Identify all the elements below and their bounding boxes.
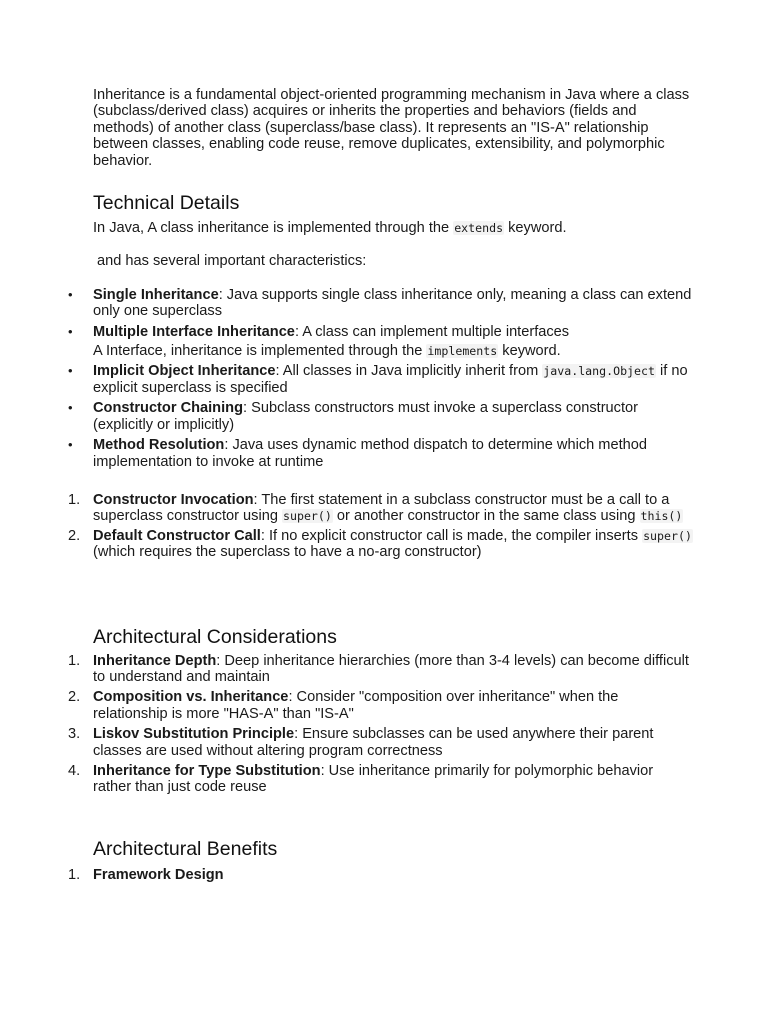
architectural-benefits-heading: Architectural Benefits <box>93 837 278 860</box>
technical-paragraph <box>93 220 693 236</box>
list-item-number: 2. <box>68 689 81 706</box>
list-item-framework-design <box>68 866 693 883</box>
list-item-single-inheritance <box>93 287 693 320</box>
interface-note <box>93 343 693 359</box>
list-item-term: Framework Design <box>93 866 224 883</box>
list-item-text: : Java uses dynamic method dispatch to determine which method implementation to invoke at runtime <box>93 437 647 470</box>
interface-note-text: A Interface, inheritance is implemented through the <box>93 343 427 360</box>
list-item-inheritance-depth <box>68 652 693 686</box>
list-item-number: 1. <box>68 491 81 508</box>
characteristics-list <box>93 287 693 470</box>
list-item-text-end: if no explicit superclass is specified <box>93 363 688 396</box>
java-lang-object-code: java.lang.Object <box>543 364 655 379</box>
architectural-benefits-list <box>68 866 693 883</box>
list-item-multiple-interface-inheritance <box>93 324 693 340</box>
list-item-text: : Use inheritance primarily for polymorphic behavior rather than just code reuse <box>93 762 654 796</box>
list-item-term: Multiple Interface Inheritance <box>93 323 295 340</box>
this-code: this() <box>640 509 683 524</box>
list-item-default-constructor-call <box>68 527 693 561</box>
architectural-considerations-heading: Architectural Considerations <box>93 625 337 648</box>
architectural-considerations-list <box>68 652 693 796</box>
intro-paragraph: Inheritance is a fundamental object-oriented programming mechanism in Java where a class (subclass/derived class) acquires or inherits the properties and behaviors (fields and methods) of another class (superclass/base class). It represents an "IS-A" relationship between classes, enabling code reuse, remove duplicates, extensibility, and polymorphic behavior. <box>93 87 690 169</box>
list-item-text: (which requires the superclass to have a no-arg constructor) <box>93 544 482 561</box>
list-item-text: : If no explicit constructor call is made, the compiler inserts <box>260 527 643 544</box>
list-item-constructor-chaining <box>93 400 693 433</box>
list-item-term: Composition vs. Inheritance <box>93 689 289 706</box>
list-item-term: Single Inheritance <box>93 286 219 303</box>
list-item-text: or another constructor in the same class using <box>332 508 640 525</box>
characteristics-intro: and has several important characteristics: <box>97 253 367 270</box>
list-item-term: Method Resolution <box>93 437 225 454</box>
list-item-composition-vs-inheritance <box>68 689 693 722</box>
list-item-text: : A class can implement multiple interfaces <box>294 323 570 340</box>
technical-details-heading: Technical Details <box>93 192 240 215</box>
list-item-term: Implicit Object Inheritance <box>93 363 276 380</box>
list-item-term: Constructor Invocation <box>93 491 254 508</box>
technical-text: In Java, A class inheritance is implemented through the <box>93 220 454 237</box>
list-item-term: Liskov Substitution Principle <box>93 726 295 743</box>
list-item-number: 1. <box>68 866 81 883</box>
list-item-number: 2. <box>68 527 81 544</box>
list-item-text: : All classes in Java implicitly inherit from <box>275 363 543 380</box>
list-item-type-substitution <box>68 762 693 796</box>
list-item-number: 1. <box>68 652 81 669</box>
constructor-rules-list <box>68 491 693 561</box>
super-code: super() <box>283 509 332 524</box>
list-item-text: : Ensure subclasses can be used anywhere their parent classes are used without altering program correctness <box>93 726 654 759</box>
list-item-term: Default Constructor Call <box>93 527 261 544</box>
interface-note-text-end: keyword. <box>498 343 561 360</box>
list-item-term: Inheritance Depth <box>93 652 217 669</box>
implements-code: implements <box>427 344 498 359</box>
list-item-implicit-object-inheritance <box>93 363 693 396</box>
list-item-method-resolution <box>93 437 693 470</box>
super-code: super() <box>643 528 692 543</box>
list-item-constructor-invocation <box>68 491 693 525</box>
list-item-text: : Subclass constructors must invoke a superclass constructor (explicitly or implicitly) <box>93 400 639 433</box>
list-item-term: Inheritance for Type Substitution <box>93 762 321 779</box>
extends-code: extends <box>454 221 504 236</box>
document-body <box>68 87 693 883</box>
technical-text-end: keyword. <box>504 220 567 237</box>
list-item-liskov-substitution <box>68 726 693 759</box>
list-item-text: : Java supports single class inheritance only, meaning a class can extend only one superclass <box>93 286 692 320</box>
list-item-text: : The first statement in a subclass constructor must be a call to a superclass constructor using <box>93 491 670 525</box>
list-item-number: 3. <box>68 726 81 743</box>
list-item-number: 4. <box>68 762 81 779</box>
list-item-text: : Consider "composition over inheritance" when the relationship is more "HAS-A" than "IS-A" <box>93 689 619 722</box>
list-item-text: : Deep inheritance hierarchies (more than 3-4 levels) can become difficult to understand and maintain <box>93 652 689 685</box>
list-item-term: Constructor Chaining <box>93 400 243 417</box>
